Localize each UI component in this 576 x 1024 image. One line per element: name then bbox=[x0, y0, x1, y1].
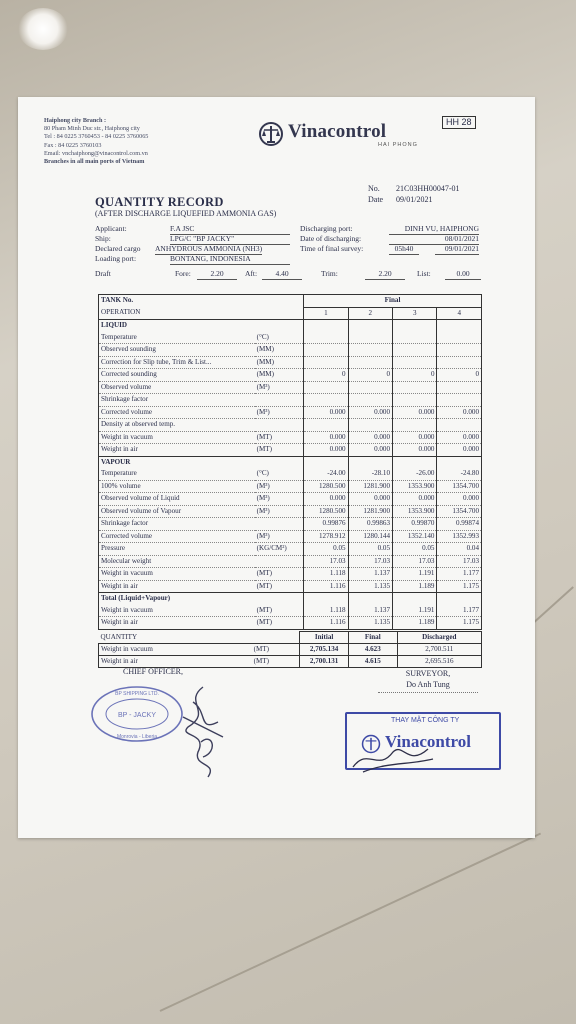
table-header-row bbox=[99, 307, 482, 320]
cell-value: 1281.900 bbox=[348, 480, 392, 493]
date-label: Date bbox=[368, 195, 384, 204]
row-unit: (MM) bbox=[255, 344, 304, 357]
cell-value bbox=[393, 394, 437, 407]
branch-fax: Fax : 84 0225 3760103 bbox=[44, 141, 102, 149]
loading-value: BONTANG, INDONESIA bbox=[170, 254, 290, 265]
row-label: 100% volume bbox=[99, 480, 255, 493]
cell-value bbox=[348, 344, 392, 357]
final-qty-header: Final bbox=[349, 632, 398, 644]
cell-value: 0.99874 bbox=[437, 518, 482, 531]
cell-value: 0 bbox=[304, 369, 348, 382]
cell-value: 1.135 bbox=[348, 580, 392, 593]
row-label: Weight in air bbox=[99, 617, 255, 630]
cell-value bbox=[437, 381, 482, 394]
cell-value: 0.000 bbox=[304, 406, 348, 419]
cell-value bbox=[348, 356, 392, 369]
cell-value bbox=[304, 419, 348, 432]
applicant-value: F.A JSC bbox=[170, 224, 290, 235]
row-unit: (MT) bbox=[255, 431, 304, 444]
ship-stamp-mid: BP - JACKY bbox=[118, 712, 156, 719]
cell-value: 1280.500 bbox=[304, 505, 348, 518]
cell-value: 1352.993 bbox=[437, 530, 482, 543]
table-row bbox=[99, 555, 482, 568]
table-row bbox=[99, 381, 482, 394]
table-row bbox=[99, 356, 482, 369]
cell-value bbox=[304, 381, 348, 394]
row-unit: (M³) bbox=[255, 505, 304, 518]
cell-value: 0.05 bbox=[304, 543, 348, 556]
cell-value: 1.175 bbox=[437, 617, 482, 630]
branch-info bbox=[44, 117, 244, 166]
col-4-header: 4 bbox=[437, 307, 482, 320]
liquid-rows bbox=[99, 332, 482, 457]
vapour-rows bbox=[99, 468, 482, 593]
cell-value: 1.116 bbox=[304, 617, 348, 630]
row-label: Temperature bbox=[99, 332, 255, 344]
survey-time: 05h40 bbox=[389, 244, 419, 255]
fore-value: 2.20 bbox=[197, 269, 237, 280]
quantity-final: 4.615 bbox=[349, 656, 398, 668]
trim-value: 2.20 bbox=[365, 269, 405, 280]
row-unit: (M³) bbox=[255, 381, 304, 394]
row-unit bbox=[255, 555, 304, 568]
row-label: Weight in air bbox=[99, 444, 255, 457]
cell-value: 0.000 bbox=[437, 493, 482, 506]
row-unit: (MT) bbox=[255, 617, 304, 630]
surveyor-title: SURVEYOR, bbox=[405, 669, 451, 678]
cell-value: 1.177 bbox=[437, 605, 482, 617]
cell-value bbox=[348, 332, 392, 344]
disport-value: DINH VU, HAIPHONG bbox=[389, 224, 479, 235]
col-1-header: 1 bbox=[304, 307, 348, 320]
cell-value: 1.191 bbox=[393, 605, 437, 617]
cell-value bbox=[393, 344, 437, 357]
cell-value: 17.03 bbox=[348, 555, 392, 568]
row-label: Weight in vacuum bbox=[99, 605, 255, 617]
cell-value: 0.000 bbox=[304, 493, 348, 506]
row-unit: (MM) bbox=[255, 369, 304, 382]
cell-value bbox=[348, 394, 392, 407]
disport-label: Discharging port: bbox=[300, 224, 353, 233]
table-row bbox=[99, 369, 482, 382]
branch-name: Haiphong city Branch : bbox=[44, 117, 107, 124]
aft-value: 4.40 bbox=[262, 269, 302, 280]
cell-value: 0.000 bbox=[437, 431, 482, 444]
row-label: Shrinkage factor bbox=[99, 518, 255, 531]
measurement-table bbox=[98, 294, 482, 630]
surveyor-block bbox=[383, 668, 473, 690]
cell-value: 0.000 bbox=[393, 406, 437, 419]
page-subtitle: (AFTER DISCHARGE LIQUEFIED AMMONIA GAS) bbox=[95, 209, 277, 218]
quantity-table bbox=[98, 631, 482, 668]
cell-value bbox=[304, 332, 348, 344]
cell-value: 1.189 bbox=[393, 617, 437, 630]
cell-value bbox=[437, 332, 482, 344]
light-glare bbox=[18, 8, 68, 50]
final-header: Final bbox=[304, 295, 482, 308]
table-row bbox=[99, 493, 482, 506]
branch-tel: Tel : 84 0225 3760453 - 84 0225 3760065 bbox=[44, 133, 149, 141]
table-row bbox=[99, 617, 482, 630]
cell-value: 0.99863 bbox=[348, 518, 392, 531]
cell-value: 0.000 bbox=[393, 444, 437, 457]
table-row bbox=[99, 406, 482, 419]
quantity-unit: (MT) bbox=[252, 644, 300, 656]
cell-value bbox=[393, 381, 437, 394]
ship-stamp-bottom: Monrovia - Liberia bbox=[116, 734, 158, 740]
cell-value: 1278.912 bbox=[304, 530, 348, 543]
row-unit: (°C) bbox=[255, 468, 304, 480]
cell-value: 1354.700 bbox=[437, 480, 482, 493]
cell-value: -24.00 bbox=[304, 468, 348, 480]
table-row bbox=[99, 419, 482, 432]
cell-value: 17.03 bbox=[304, 555, 348, 568]
row-unit: (MT) bbox=[255, 580, 304, 593]
quantity-final: 4.623 bbox=[349, 644, 398, 656]
quantity-label: Weight in vacuum bbox=[99, 644, 252, 656]
ship-value: LPG/C "BP JACKY" bbox=[170, 234, 290, 245]
row-unit bbox=[255, 518, 304, 531]
cell-value: 1281.900 bbox=[348, 505, 392, 518]
cell-value: 0.000 bbox=[348, 444, 392, 457]
trim-label: Trim: bbox=[321, 269, 338, 278]
quantity-row bbox=[99, 656, 482, 668]
list-label: List: bbox=[417, 269, 431, 278]
row-label: Molecular weight bbox=[99, 555, 255, 568]
row-label: Temperature bbox=[99, 468, 255, 480]
row-label: Corrected volume bbox=[99, 530, 255, 543]
cell-value: 0.000 bbox=[437, 406, 482, 419]
row-label: Observed sounding bbox=[99, 344, 255, 357]
aft-label: Aft: bbox=[245, 269, 258, 278]
scales-icon bbox=[258, 121, 284, 147]
cell-value: 1.175 bbox=[437, 580, 482, 593]
cell-value bbox=[437, 356, 482, 369]
document-page bbox=[18, 97, 535, 838]
col-2-header: 2 bbox=[348, 307, 392, 320]
table-row bbox=[99, 518, 482, 531]
chief-officer-signature bbox=[173, 682, 233, 782]
table-header-row bbox=[99, 295, 482, 308]
cell-value: 1.135 bbox=[348, 617, 392, 630]
cell-value: 1353.900 bbox=[393, 505, 437, 518]
cell-value: 0.000 bbox=[348, 431, 392, 444]
ship-label: Ship: bbox=[95, 234, 111, 243]
logo-sub: HAI PHONG bbox=[378, 142, 418, 148]
disdate-label: Date of discharging: bbox=[300, 234, 362, 243]
table-row bbox=[99, 530, 482, 543]
cell-value: 0 bbox=[393, 369, 437, 382]
row-label: Pressure bbox=[99, 543, 255, 556]
quantity-discharged: 2,695.516 bbox=[397, 656, 481, 668]
row-label: Shrinkage factor bbox=[99, 394, 255, 407]
cell-value bbox=[393, 332, 437, 344]
row-label: Weight in vacuum bbox=[99, 568, 255, 581]
cell-value: 1.116 bbox=[304, 580, 348, 593]
row-unit bbox=[255, 419, 304, 432]
cell-value: 1.137 bbox=[348, 568, 392, 581]
cell-value: -26.00 bbox=[393, 468, 437, 480]
cell-value bbox=[437, 394, 482, 407]
form-code: HH 28 bbox=[442, 116, 476, 129]
cell-value: 1.118 bbox=[304, 568, 348, 581]
quantity-initial: 2,700.131 bbox=[300, 656, 349, 668]
cell-value bbox=[393, 419, 437, 432]
disdate-value: 08/01/2021 bbox=[389, 234, 479, 245]
loading-label: Loading port: bbox=[95, 254, 137, 263]
row-label: Weight in air bbox=[99, 580, 255, 593]
cell-value: 1280.144 bbox=[348, 530, 392, 543]
company-logo bbox=[258, 121, 434, 155]
cargo-label: Declared cargo bbox=[95, 244, 141, 253]
list-value: 0.00 bbox=[445, 269, 481, 280]
operation-header: OPERATION bbox=[99, 307, 255, 320]
quantity-label: Weight in air bbox=[99, 656, 252, 668]
table-row bbox=[99, 444, 482, 457]
record-number bbox=[368, 183, 460, 205]
chief-officer-label: CHIEF OFFICER, bbox=[123, 667, 184, 676]
row-unit: (M³) bbox=[255, 480, 304, 493]
cell-value bbox=[304, 394, 348, 407]
vapour-section: VAPOUR bbox=[99, 456, 255, 468]
cell-value bbox=[348, 381, 392, 394]
cell-value bbox=[304, 356, 348, 369]
row-label: Corrected sounding bbox=[99, 369, 255, 382]
cell-value bbox=[393, 356, 437, 369]
table-row bbox=[99, 543, 482, 556]
cell-value: 0.000 bbox=[304, 431, 348, 444]
cell-value: 0 bbox=[348, 369, 392, 382]
no-value: 21C03HH00047-01 bbox=[396, 184, 460, 193]
table-row bbox=[99, 431, 482, 444]
cell-value: -28.10 bbox=[348, 468, 392, 480]
row-unit: (M³) bbox=[255, 406, 304, 419]
cell-value: 1354.700 bbox=[437, 505, 482, 518]
table-row bbox=[99, 580, 482, 593]
cell-value: 0.000 bbox=[348, 493, 392, 506]
total-rows bbox=[99, 605, 482, 630]
row-label: Weight in vacuum bbox=[99, 431, 255, 444]
survey-label: Time of final survey: bbox=[300, 244, 364, 253]
table-row bbox=[99, 332, 482, 344]
cell-value: 1.191 bbox=[393, 568, 437, 581]
row-unit: (M³) bbox=[255, 530, 304, 543]
row-unit: (MT) bbox=[255, 444, 304, 457]
branch-network: Branches in all main ports of Vietnam bbox=[44, 158, 145, 166]
cell-value: 0.000 bbox=[437, 444, 482, 457]
cell-value: 0.05 bbox=[393, 543, 437, 556]
quantity-initial: 2,705.134 bbox=[300, 644, 349, 656]
row-unit: (MM) bbox=[255, 356, 304, 369]
row-unit: (MT) bbox=[255, 605, 304, 617]
cell-value: 1280.500 bbox=[304, 480, 348, 493]
table-row bbox=[99, 468, 482, 480]
page-title: QUANTITY RECORD bbox=[95, 195, 224, 209]
cell-value: 0 bbox=[437, 369, 482, 382]
initial-header: Initial bbox=[300, 632, 349, 644]
cargo-value: ANHYDROUS AMMONIA (NH3) bbox=[155, 244, 263, 253]
company-stamp-top: THAY MẶT CÔNG TY bbox=[391, 717, 460, 724]
total-section: Total (Liquid+Vapour) bbox=[99, 593, 255, 605]
cell-value bbox=[348, 419, 392, 432]
survey-date: 09/01/2021 bbox=[435, 244, 479, 255]
cell-value: 0.99876 bbox=[304, 518, 348, 531]
ship-stamp bbox=[90, 685, 184, 743]
cell-value: 0.99870 bbox=[393, 518, 437, 531]
cell-value bbox=[437, 344, 482, 357]
table-row bbox=[99, 480, 482, 493]
row-label: Corrected volume bbox=[99, 406, 255, 419]
draft-label: Draft bbox=[95, 269, 111, 278]
table-row bbox=[99, 505, 482, 518]
row-unit: (MT) bbox=[255, 568, 304, 581]
cell-value bbox=[304, 344, 348, 357]
row-label: Observed volume bbox=[99, 381, 255, 394]
date-value: 09/01/2021 bbox=[396, 195, 433, 204]
cell-value: 0.000 bbox=[393, 493, 437, 506]
quantity-label: QUANTITY bbox=[100, 632, 138, 641]
logo-word: Vinacontrol bbox=[288, 121, 387, 142]
quantity-unit: (MT) bbox=[252, 656, 300, 668]
table-row bbox=[99, 605, 482, 617]
cell-value: 1.177 bbox=[437, 568, 482, 581]
cell-value: 0.000 bbox=[393, 431, 437, 444]
branch-email: Email: vnchaiphong@vinacontrol.com.vn bbox=[44, 149, 148, 157]
col-3-header: 3 bbox=[393, 307, 437, 320]
row-unit: (°C) bbox=[255, 332, 304, 344]
row-unit bbox=[255, 394, 304, 407]
branch-address: 80 Pham Minh Duc str., Haiphong city bbox=[44, 125, 140, 133]
cell-value: 0.05 bbox=[348, 543, 392, 556]
liquid-section: LIQUID bbox=[99, 320, 255, 332]
cell-value: 1353.900 bbox=[393, 480, 437, 493]
cell-value: -24.80 bbox=[437, 468, 482, 480]
no-label: No. bbox=[368, 184, 380, 193]
cell-value bbox=[437, 419, 482, 432]
surveyor-signature bbox=[348, 737, 438, 777]
cell-value: 17.03 bbox=[393, 555, 437, 568]
cell-value: 0.000 bbox=[348, 406, 392, 419]
cell-value: 1.189 bbox=[393, 580, 437, 593]
cell-value: 1.137 bbox=[348, 605, 392, 617]
row-label: Correction for Slip tube, Trim & List... bbox=[99, 356, 255, 369]
row-label: Density at observed temp. bbox=[99, 419, 255, 432]
row-unit: (M³) bbox=[255, 493, 304, 506]
cell-value: 1352.140 bbox=[393, 530, 437, 543]
fore-label: Fore: bbox=[175, 269, 191, 278]
tank-no-header: TANK No. bbox=[99, 295, 255, 308]
cell-value: 0.000 bbox=[304, 444, 348, 457]
table-row bbox=[99, 568, 482, 581]
ship-stamp-top: BP SHIPPING LTD. bbox=[115, 691, 159, 697]
row-label: Observed volume of Liquid bbox=[99, 493, 255, 506]
cell-value: 0.04 bbox=[437, 543, 482, 556]
table-row bbox=[99, 394, 482, 407]
cell-value: 17.03 bbox=[437, 555, 482, 568]
cell-value: 1.118 bbox=[304, 605, 348, 617]
table-row bbox=[99, 344, 482, 357]
row-unit: (KG/CM²) bbox=[255, 543, 304, 556]
discharged-header: Discharged bbox=[397, 632, 481, 644]
quantity-row bbox=[99, 644, 482, 656]
company-stamp-word: Vinacontrol bbox=[385, 732, 471, 751]
applicant-label: Applicant: bbox=[95, 224, 127, 233]
quantity-discharged: 2,700.511 bbox=[397, 644, 481, 656]
surveyor-name: Do Anh Tung bbox=[406, 680, 450, 689]
row-label: Observed volume of Vapour bbox=[99, 505, 255, 518]
